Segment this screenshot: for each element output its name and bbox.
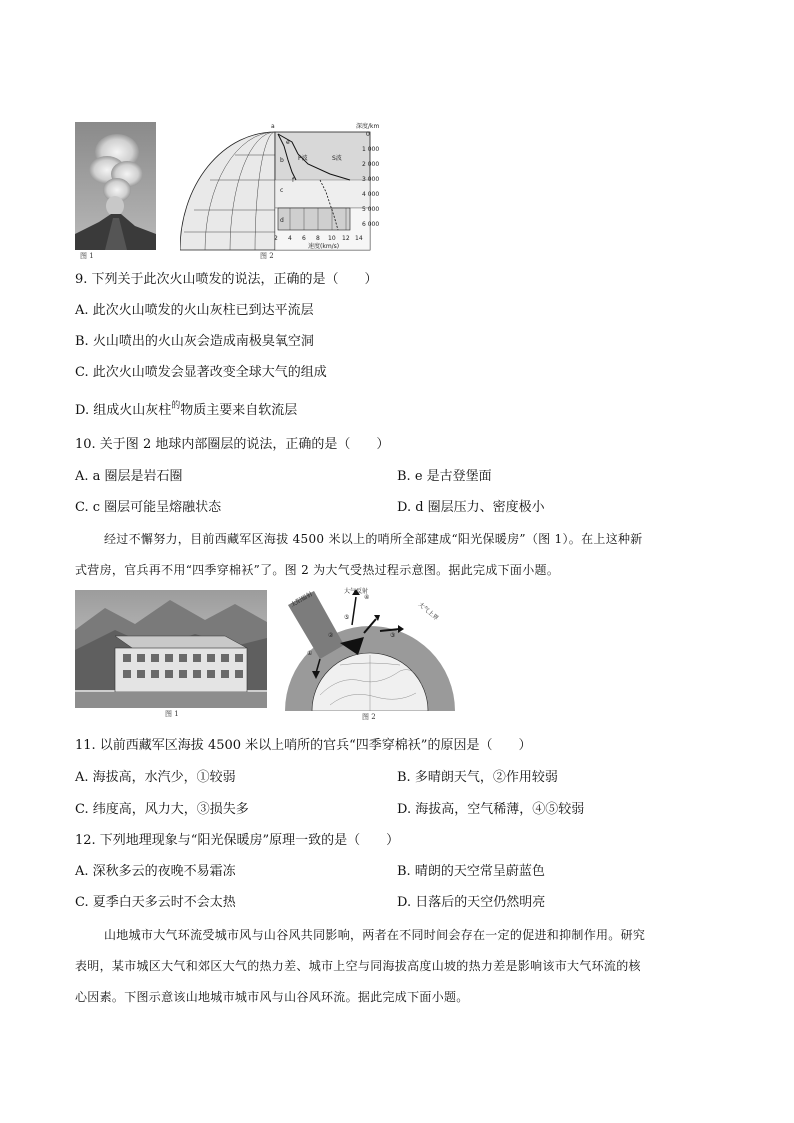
- depth-tick: 0: [366, 131, 370, 138]
- q9-option-d-pre: D. 组成火山灰柱: [75, 403, 172, 418]
- layer-e-label: e: [286, 139, 290, 146]
- q11-option-a[interactable]: A. 海拔高，水汽少，①较弱: [75, 770, 236, 785]
- marker-2: ②: [328, 632, 334, 639]
- depth-tick: 1 000: [362, 146, 380, 153]
- q10-option-b[interactable]: B. e 是古登堡面: [397, 469, 492, 484]
- passage-2-line-3: 心因素。下图示意该山地城市城市风与山谷风环流。据此完成下面小题。: [75, 990, 469, 1004]
- layer-a-label: a: [271, 123, 275, 130]
- earth-interior-figure: [180, 120, 386, 258]
- marker-3: ③: [390, 632, 396, 639]
- atmosphere-heating-diagram: [280, 585, 455, 711]
- speed-tick: 14: [355, 235, 363, 242]
- q11-option-d[interactable]: D. 海拔高，空气稀薄，④⑤较弱: [397, 802, 585, 817]
- layer-b-label: b: [280, 157, 284, 164]
- layer-f-label: f: [292, 177, 295, 184]
- speed-axis-title: 速度(km/s): [308, 243, 340, 250]
- fig2-caption-mid: 图 2: [362, 713, 376, 721]
- q10-option-c[interactable]: C. c 圈层可能呈熔融状态: [75, 500, 222, 515]
- q12-option-b[interactable]: B. 晴朗的天空常呈蔚蓝色: [397, 864, 545, 879]
- passage-1-line-1: 经过不懈努力，目前西藏军区海拔 4500 米以上的哨所全部建成“阳光保暖房”（图 1）。在上这种新: [104, 532, 643, 546]
- marker-1: ①: [307, 650, 313, 657]
- q11-stem: 11. 以前西藏军区海拔 4500 米以上哨所的官兵“四季穿棉袄”的原因是（ ）: [75, 738, 532, 753]
- barracks-photo-image: [75, 590, 267, 708]
- speed-tick: 10: [328, 235, 336, 242]
- q9-option-d-post: 物质主要来自软流层: [180, 403, 298, 418]
- speed-tick: 2: [274, 235, 278, 242]
- solar-radiation-label: 太阳辐射: [289, 590, 314, 609]
- fig2-caption: 图 2: [260, 252, 274, 260]
- depth-tick: 5 000: [362, 206, 380, 213]
- passage-2-line-2: 表明，某市城区大气和郊区大气的热力差、城市上空与同海拔高度山坡的热力差是影响该市大气环流的核: [75, 959, 641, 973]
- atmosphere-top-label: 大气上界: [416, 601, 440, 622]
- depth-axis-title: 深度/km: [356, 123, 380, 130]
- layer-d-label: d: [280, 217, 284, 224]
- q12-option-c[interactable]: C. 夏季白天多云时不会太热: [75, 895, 236, 910]
- q12-option-a[interactable]: A. 深秋多云的夜晚不易霜冻: [75, 864, 236, 879]
- passage-2-line-1: 山地城市大气环流受城市风与山谷风共同影响，两者在不同时间会存在一定的促进和抑制作用。研究: [104, 928, 646, 942]
- depth-tick: 2 000: [362, 161, 380, 168]
- marker-5: ⑤: [344, 614, 350, 621]
- q9-option-a[interactable]: A. 此次火山喷发的火山灰柱已到达平流层: [75, 303, 314, 318]
- q11-option-b[interactable]: B. 多晴朗天气，②作用较弱: [397, 770, 558, 785]
- atmospheric-reflection-label: 大气反射: [344, 588, 369, 595]
- depth-tick: 6 000: [362, 221, 380, 228]
- earth-interior-diagram: [180, 120, 386, 258]
- q10-option-d[interactable]: D. d 圈层压力、密度极小: [397, 500, 545, 515]
- fig1-caption-mid: 图 1: [165, 710, 179, 718]
- q9-option-b[interactable]: B. 火山喷出的火山灰会造成南极臭氧空洞: [75, 334, 314, 349]
- p-wave-label: P波: [298, 155, 308, 162]
- sunshine-house-photo: [75, 590, 267, 716]
- depth-tick: 4 000: [362, 191, 380, 198]
- volcano-eruption-image: [75, 122, 156, 250]
- speed-tick: 6: [302, 235, 306, 242]
- q9-option-d[interactable]: [75, 402, 297, 421]
- speed-tick: 12: [342, 235, 350, 242]
- volcano-photo: [75, 122, 156, 260]
- depth-tick: 3 000: [362, 176, 380, 183]
- layer-c-label: c: [280, 187, 284, 194]
- passage-1-line-2: 式营房，官兵再不用“四季穿棉袄”了。图 2 为大气受热过程示意图。据此完成下面小题。: [75, 563, 560, 577]
- fig1-caption: 图 1: [80, 252, 94, 260]
- q9-stem: 9. 下列关于此次火山喷发的说法，正确的是（ ）: [75, 272, 378, 287]
- q9-option-d-sup: 的: [171, 401, 181, 411]
- q10-option-a[interactable]: A. a 圈层是岩石圈: [75, 469, 183, 484]
- q12-stem: 12. 下列地理现象与“阳光保暖房”原理一致的是（ ）: [75, 833, 400, 848]
- q10-stem: 10. 关于图 2 地球内部圈层的说法，正确的是（ ）: [75, 437, 390, 452]
- s-wave-label: S波: [332, 155, 342, 162]
- speed-tick: 8: [316, 235, 320, 242]
- speed-tick: 4: [288, 235, 292, 242]
- q11-option-c[interactable]: C. 纬度高，风力大，③损失多: [75, 802, 249, 817]
- q12-option-d[interactable]: D. 日落后的天空仍然明亮: [397, 895, 546, 910]
- atmosphere-heating-figure: [280, 585, 455, 719]
- marker-4: ④: [364, 594, 370, 601]
- q9-option-c[interactable]: C. 此次火山喷发会显著改变全球大气的组成: [75, 365, 327, 380]
